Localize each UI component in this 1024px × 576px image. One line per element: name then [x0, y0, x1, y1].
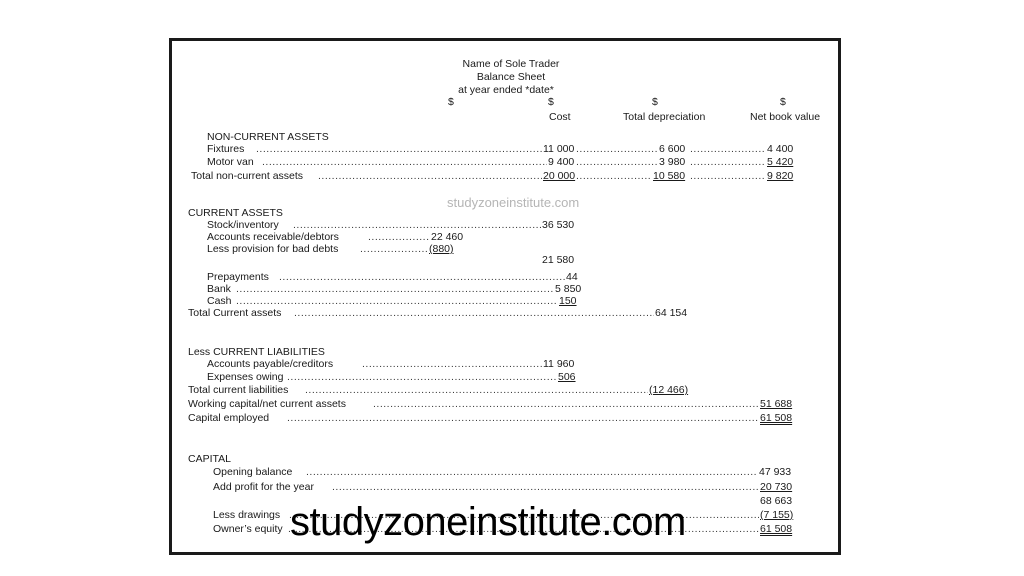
- statement-date: at year ended *date*: [458, 84, 554, 96]
- leader-dots: [690, 143, 766, 155]
- owners-equity-value: 61 508: [760, 523, 793, 535]
- motor-van-label: Motor van: [207, 156, 254, 168]
- watermark-large: studyzoneinstitute.com: [290, 500, 686, 544]
- expenses-owing-value: 506: [558, 371, 576, 383]
- leader-dots: [576, 143, 658, 155]
- fixtures-nbv: 4 400: [767, 143, 794, 155]
- prepayments-value: 44: [566, 271, 578, 283]
- column-cost: Cost: [549, 111, 571, 123]
- column-total-depreciation: Total depreciation: [623, 111, 706, 123]
- receivables-value: 22 460: [431, 231, 464, 243]
- expenses-owing-label: Expenses owing: [207, 371, 284, 383]
- leader-dots: [690, 170, 766, 182]
- leader-dots: [256, 143, 542, 155]
- bank-label: Bank: [207, 283, 231, 295]
- leader-dots: [305, 384, 648, 396]
- fixtures-cost: 11 000: [543, 143, 575, 155]
- dollar-sign-1: $: [448, 96, 454, 108]
- total-current-assets-value: 64 154: [655, 307, 688, 319]
- add-profit-value: 20 730: [760, 481, 793, 493]
- dollar-sign-cost: $: [548, 96, 554, 108]
- total-noncurrent-cost: 20 000: [543, 170, 576, 182]
- payables-value: 11 960: [543, 358, 575, 370]
- leader-dots: [279, 271, 565, 283]
- leader-dots: [362, 358, 542, 370]
- watermark-small: studyzoneinstitute.com: [447, 195, 580, 210]
- leader-dots: [287, 371, 557, 383]
- fixtures-depreciation: 6 600: [659, 143, 686, 155]
- motor-van-depreciation: 3 980: [659, 156, 686, 168]
- total-current-liabilities-value: (12 466): [649, 384, 689, 396]
- fixtures-label: Fixtures: [207, 143, 245, 155]
- total-noncurrent-nbv: 9 820: [767, 170, 794, 182]
- less-drawings-value: (7 155): [760, 509, 794, 521]
- noncurrent-heading: NON-CURRENT ASSETS: [207, 131, 329, 143]
- leader-dots: [236, 295, 558, 307]
- stock-label: Stock/inventory: [207, 219, 279, 231]
- total-noncurrent-depreciation: 10 580: [653, 170, 686, 182]
- leader-dots: [318, 170, 542, 182]
- opening-balance-label: Opening balance: [213, 466, 293, 478]
- leader-dots: [236, 283, 554, 295]
- capital-heading: CAPITAL: [188, 453, 231, 465]
- net-receivables-value: 21 580: [542, 254, 575, 266]
- payables-label: Accounts payable/creditors: [207, 358, 334, 370]
- capital-employed-label: Capital employed: [188, 412, 270, 424]
- leader-dots: [690, 156, 766, 168]
- leader-dots: [368, 231, 430, 243]
- working-capital-label: Working capital/net current assets: [188, 398, 346, 410]
- leader-dots: [332, 481, 759, 493]
- less-drawings-label: Less drawings: [213, 509, 281, 521]
- working-capital-value: 51 688: [760, 398, 793, 410]
- cash-value: 150: [559, 295, 577, 307]
- leader-dots: [576, 156, 658, 168]
- leader-dots: [294, 307, 654, 319]
- dollar-sign-nbv: $: [780, 96, 786, 108]
- provision-value: (880): [429, 243, 454, 255]
- motor-van-nbv: 5 420: [767, 156, 794, 168]
- current-liabilities-heading: Less CURRENT LIABILITIES: [188, 346, 325, 358]
- balance-sheet-frame: [169, 38, 841, 555]
- leader-dots: [262, 156, 547, 168]
- capital-employed-value: 61 508: [760, 412, 793, 424]
- total-noncurrent-label: Total non-current assets: [191, 170, 304, 182]
- total-current-assets-label: Total Current assets: [188, 307, 282, 319]
- cash-label: Cash: [207, 295, 232, 307]
- leader-dots: [287, 412, 759, 424]
- prepayments-label: Prepayments: [207, 271, 269, 283]
- capital-subtotal-value: 68 663: [760, 495, 793, 507]
- column-net-book-value: Net book value: [750, 111, 821, 123]
- motor-van-cost: 9 400: [548, 156, 575, 168]
- leader-dots: [306, 466, 758, 478]
- leader-dots: [373, 398, 759, 410]
- statement-title: Balance Sheet: [476, 71, 546, 83]
- opening-balance-value: 47 933: [759, 466, 792, 478]
- leader-dots: [293, 219, 541, 231]
- current-assets-heading: CURRENT ASSETS: [188, 207, 283, 219]
- stock-value: 36 530: [542, 219, 575, 231]
- leader-dots: [576, 170, 652, 182]
- dollar-sign-dep: $: [652, 96, 658, 108]
- total-current-liabilities-label: Total current liabilities: [188, 384, 289, 396]
- owners-equity-label: Owner’s equity: [213, 523, 283, 535]
- company-name: Name of Sole Trader: [462, 58, 560, 70]
- provision-label: Less provision for bad debts: [207, 243, 339, 255]
- add-profit-label: Add profit for the year: [213, 481, 314, 493]
- leader-dots: [360, 243, 428, 255]
- receivables-label: Accounts receivable/debtors: [207, 231, 339, 243]
- bank-value: 5 850: [555, 283, 582, 295]
